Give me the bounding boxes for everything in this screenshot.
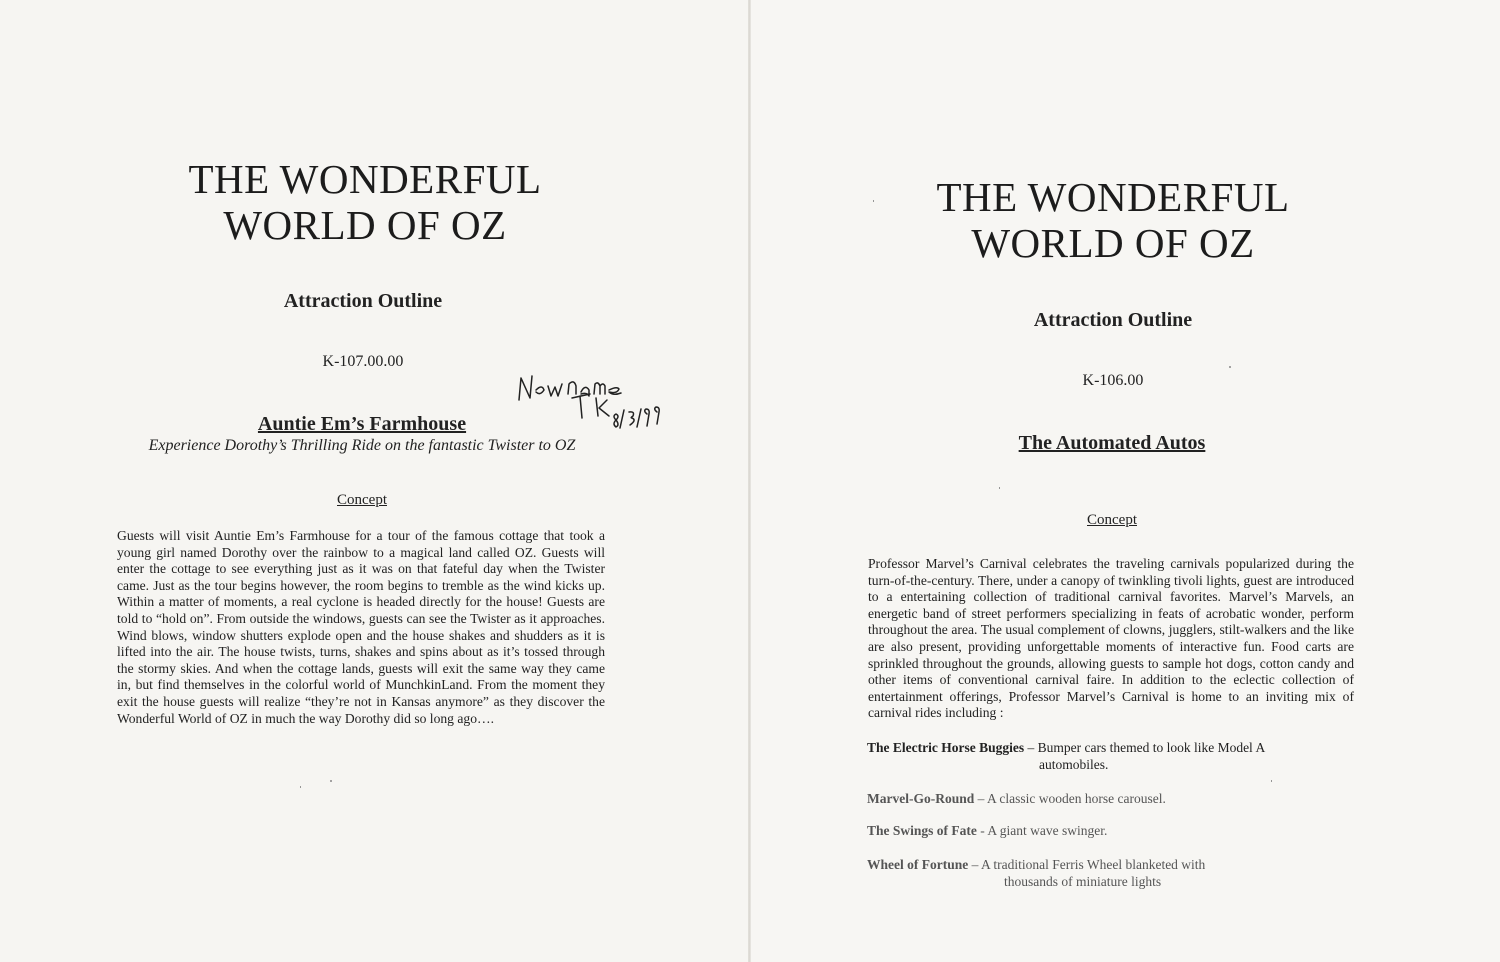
left-document-code: K-107.00.00 — [322, 353, 404, 370]
right-title-line1: THE WONDERFUL — [936, 174, 1290, 220]
right-title-line2: WORLD OF OZ — [971, 220, 1255, 266]
left-attraction-name: Auntie Em’s Farmhouse — [257, 413, 467, 435]
paper-speck — [300, 786, 301, 788]
ride-item — [867, 856, 1347, 890]
ride-description-continued: automobiles. — [1039, 757, 1109, 772]
ride-name: The Electric Horse Buggies — [867, 740, 1025, 755]
ride-description-continued: thousands of miniature lights — [1004, 874, 1162, 889]
paper-speck — [330, 780, 332, 782]
right-attraction-name: The Automated Autos — [1018, 432, 1206, 454]
paper-speck — [873, 200, 874, 202]
paper-speck — [1271, 780, 1272, 782]
ride-item — [867, 739, 1347, 773]
ride-name: Wheel of Fortune — [867, 857, 969, 872]
left-title — [120, 156, 610, 248]
ride-item — [867, 790, 1347, 807]
left-title-line2: WORLD OF OZ — [223, 202, 507, 248]
right-title — [868, 174, 1358, 266]
ride-item — [867, 822, 1347, 839]
right-concept-body: Professor Marvel’s Carnival celebrates the traveling carnivals popularized during the turn-of-the-century. There, under a canopy of twinkling tivoli lights, guest are introduced to a entertaining collection of traditional carnival favorites. Marvel’s Marvels, an energetic band of street performers specializing in feats of acrobatic wonder, perform throughout the area. The usual complement of clowns, jugglers, stilt-walkers and the like are also present, providing unforgettable moments of interactive fun. Food carts are sprinkled throughout the grounds, allowing guests to sample hot dogs, cotton candy and other items of conventional carnival faire. In addition to the eclectic collection of entertainment offerings, Professor Marvel’s Carnival is home to an inviting mix of carnival rides including : — [868, 556, 1354, 721]
left-title-line1: THE WONDERFUL — [188, 156, 542, 202]
ride-description: - A giant wave swinger. — [976, 823, 1108, 838]
left-page — [0, 0, 748, 962]
right-page — [751, 0, 1500, 962]
right-subtitle: Attraction Outline — [1033, 309, 1193, 331]
ride-description: – A classic wooden horse carousel. — [974, 791, 1166, 806]
left-tagline: Experience Dorothy’s Thrilling Ride on the fantastic Twister to OZ — [148, 437, 576, 454]
ride-description: – Bumper cars themed to look like Model A — [1024, 740, 1266, 755]
left-concept-heading: Concept — [337, 492, 387, 508]
paper-speck — [1229, 366, 1231, 368]
left-concept-body: Guests will visit Auntie Em’s Farmhouse for a tour of the famous cottage that took a young girl named Dorothy over the rainbow to a magical land called OZ. Guests will enter the cottage to see everything just as it was on that fateful day when the Twister came. Just as the tour begins however, the room begins to tremble as the wind kicks up. Within a matter of moments, a real cyclone is headed directly for the house! Guests are told to “hold on”. From outside the windows, guests can see the Twister as it approaches. Wind blows, window shutters explode open and the house shakes and shudders as it is lifted into the air. The house twists, turns, shakes and spins about as it’s tossed through the stormy skies. And when the cottage lands, guests will exit the same way they came in, but find themselves in the colorful world of MunchkinLand. From the moment they exit the house guests will realize “they’re not in Kansas anymore” as they discover the Wonderful World of OZ in much the way Dorothy did so long ago…. — [117, 528, 605, 726]
right-concept-heading: Concept — [1087, 512, 1137, 528]
ride-name: Marvel-Go-Round — [867, 791, 975, 806]
ride-description: – A traditional Ferris Wheel blanketed with — [968, 857, 1206, 872]
ride-name: The Swings of Fate — [867, 823, 977, 838]
paper-speck — [999, 487, 1000, 489]
right-document-code: K-106.00 — [1082, 372, 1144, 389]
left-subtitle: Attraction Outline — [283, 290, 443, 312]
